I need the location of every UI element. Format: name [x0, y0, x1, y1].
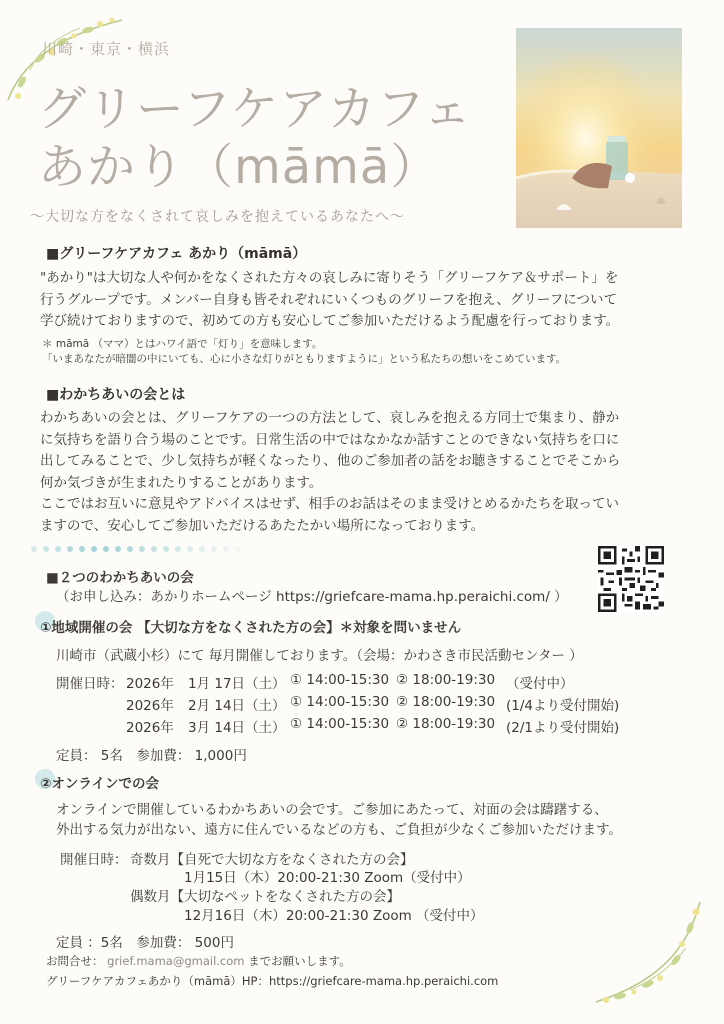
local-row-date: 2月 14日（土） [188, 698, 286, 714]
online-even-month: 偶数月【大切なペットをなくされた方の会】 [130, 889, 400, 905]
wakachiai-text-line: 出してみることで、少し気持ちが軽くなったり、他のご参加者の話をお聴きすることでそこから [40, 453, 621, 469]
online-meeting-heading: ②オンラインでの会 [40, 776, 160, 792]
wakachiai-text-line: ここではお互いに意見やアドバイスはせず、相手のお話はそのまま受けとめるかたちを取ってい [40, 496, 620, 512]
online-schedule-label: 開催日時： [60, 852, 128, 868]
local-capacity-fee: 定員： 5名 参加費： 1,000円 [56, 748, 247, 764]
dotted-divider [30, 544, 250, 554]
local-meeting-place: 川崎市（武蔵小杉）にて 毎月開催しております。（会場：かわさき市民活動センター ） [56, 648, 583, 664]
wakachiai-heading: ■わかちあいの会とは [46, 387, 186, 403]
region-label: 川崎・東京・横浜 [42, 40, 171, 58]
wakachiai-text-line: ますので、安心してご参加いただけるあたたかい場所になっております。 [40, 517, 485, 534]
two-meetings-heading: ■２つのわかちあいの会 [46, 570, 194, 586]
local-row-status: (1/4より受付開始) [506, 698, 620, 714]
about-text-line: "あかり"は大切な人や何かをなくされた方々の哀しみに寄りそう「グリーフケア＆サポート」を [40, 270, 619, 286]
page-title-line1: グリーフケアカフェ [38, 81, 473, 137]
qr-code-icon[interactable] [598, 546, 664, 612]
about-text-line: 学び続けておりますので、初めての方も安心してご参加いただけるよう配慮を行っております。 [40, 313, 620, 329]
contact-email-link[interactable]: grief.mama@gmail.com [107, 954, 245, 968]
sunset-painting-image [516, 28, 682, 228]
local-row-session1: ① 14:00-15:30 [290, 672, 390, 688]
online-text-line: 外出する気力が出ない、遠方に住んでいるなどの方も、ご負担が少なくご参加いただけます。 [56, 822, 622, 838]
local-schedule-label: 開催日時： [56, 676, 124, 692]
page-title-line2: あかり（māmā） [38, 139, 440, 195]
apply-link-text[interactable]: （お申し込み：あかりホームページ https://griefcare-mama.hp.peraichi.com/ ） [56, 589, 568, 605]
wakachiai-text-line: わかちあいの会とは、グリーフケアの一つの方法として、哀しみを抱える方同士で集まり、静か [40, 410, 620, 426]
online-capacity-fee: 定員 ：5名 参加費： 500円 [56, 935, 234, 951]
local-row-status: （受付中） [506, 676, 574, 692]
flower-vine-decoration-bottom [590, 898, 710, 1008]
local-row-session1: ① 14:00-15:30 [290, 694, 390, 710]
mama-wish-note: 「いまあなたが暗闇の中にいても、心に小さな灯りがともりますように」という私たちの想いをこめています。 [42, 353, 567, 365]
local-row-session2: ② 18:00-19:30 [396, 716, 496, 732]
online-even-date: 12月16日（木）20:00-21:30 Zoom （受付中） [184, 908, 484, 924]
local-row-date: 1月 17日（土） [188, 676, 286, 692]
local-row-year: 2026年 [126, 676, 174, 692]
local-row-session2: ② 18:00-19:30 [396, 694, 496, 710]
contact-suffix: までお願いします。 [248, 954, 351, 968]
homepage-link-text[interactable]: グリーフケアカフェあかり（māmā）HP：https://griefcare-mama.hp.peraichi.com [46, 974, 499, 988]
wakachiai-text-line: 何か気づきが生まれたりすることがあります。 [40, 474, 323, 491]
about-heading: ■グリーフケアカフェ あかり（māmā） [46, 246, 307, 262]
online-odd-date: 1月15日（木）20:00-21:30 Zoom（受付中） [184, 870, 471, 886]
local-meeting-heading: ①地域開催の会 【大切な方をなくされた方の会】＊対象を問いません [40, 620, 462, 636]
online-odd-month: 奇数月【自死で大切な方をなくされた方の会】 [130, 852, 414, 868]
local-row-status: (2/1より受付開始) [506, 720, 620, 736]
local-row-year: 2026年 [126, 698, 174, 714]
contact-label: お問合せ： [46, 954, 104, 968]
local-row-session1: ① 14:00-15:30 [290, 716, 390, 732]
online-text-line: オンラインで開催しているわかちあいの会です。ご参加にあたって、対面の会は躊躇する、 [56, 802, 608, 818]
local-row-session2: ② 18:00-19:30 [396, 672, 496, 688]
subtitle: ～大切な方をなくされて哀しみを抱えているあなたへ～ [30, 209, 405, 225]
wakachiai-text-line: に気持ちを語り合う場のことです。日常生活の中ではなかなか話すことのできない気持ちを口に [40, 431, 620, 448]
mama-meaning-note: ＊ māmā （ママ）とはハワイ語で「灯り」を意味します。 [42, 338, 323, 350]
local-row-date: 3月 14日（土） [188, 720, 286, 736]
contact-line [46, 953, 351, 969]
about-text-line: 行うグループです。メンバー自身も皆それぞれにいくつものグリーフを抱え、グリーフについて [40, 291, 617, 308]
local-row-year: 2026年 [126, 720, 174, 736]
